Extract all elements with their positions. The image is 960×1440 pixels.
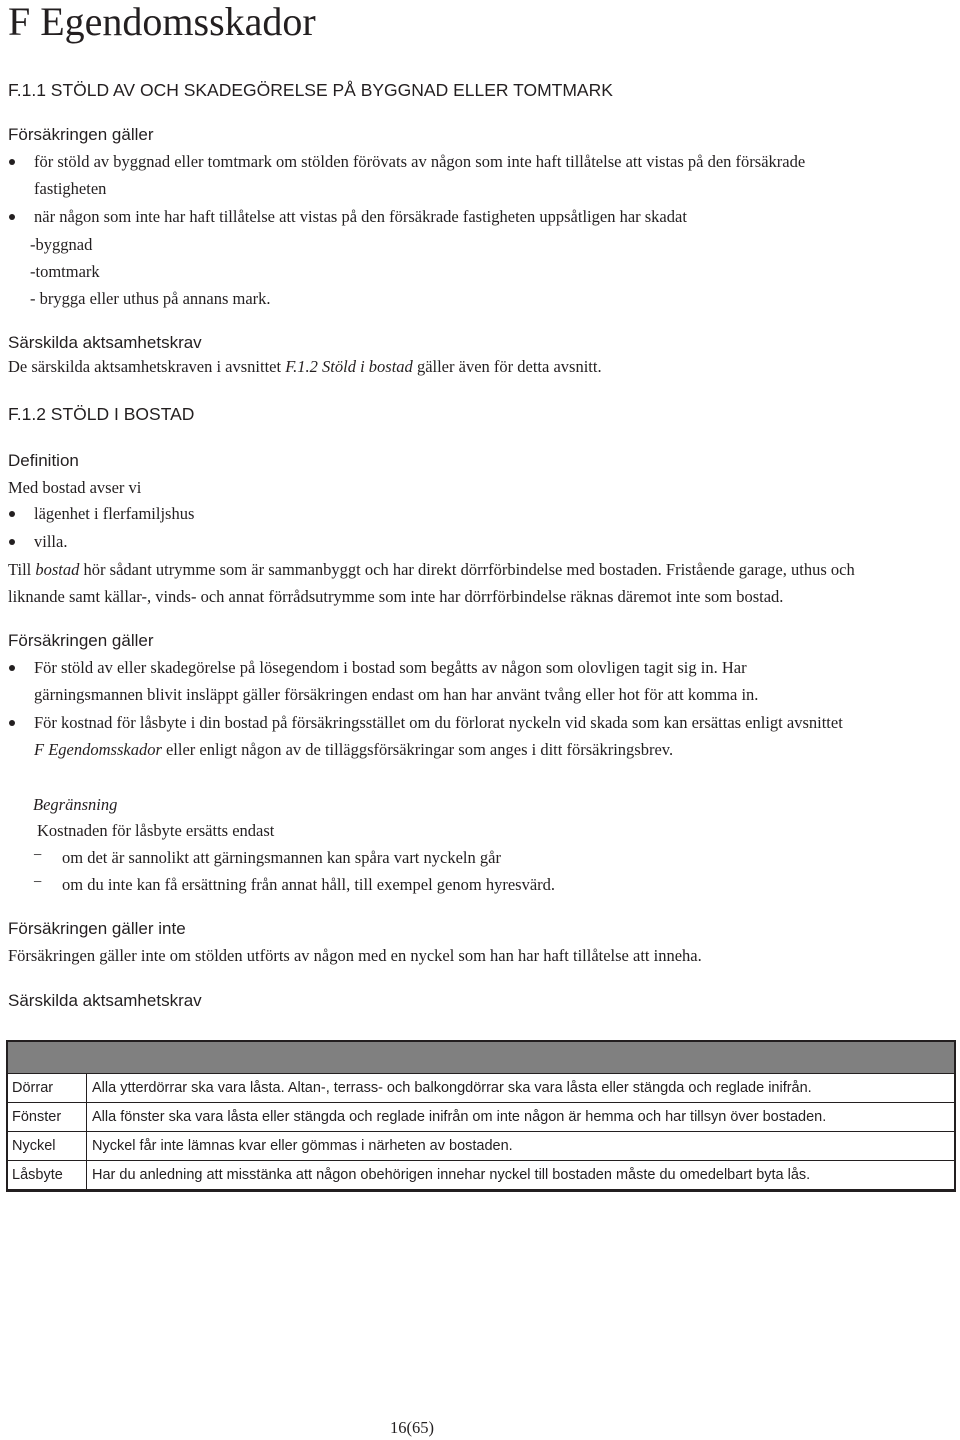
table-row [7,1074,956,1103]
section-heading-f11: F.1.1 STÖLD AV OCH SKADEGÖRELSE PÅ BYGGNAD ELLER TOMTMARK [8,80,613,100]
table-key-cell: Dörrar [7,1074,87,1103]
definition-intro: Med bostad avser vi [8,478,142,497]
bullet-icon [9,214,15,220]
covers-heading: Försäkringen gäller [8,631,154,650]
definition-item: villa. [34,532,68,551]
section-reference: F.1.2 Stöld i bostad [285,357,413,376]
care-heading: Särskilda aktsamhetskrav [8,333,202,352]
section-reference: F Egendomsskador [34,740,162,759]
table-row [7,1103,956,1132]
table-row [7,1161,956,1190]
dash-icon: − [33,847,43,864]
covers-item-text-cont: gärningsmannen blivit insläppt gäller försäkringen endast om han har använt tvång eller hot för att komma in. [34,685,759,704]
definition-heading: Definition [8,451,79,470]
covers-item-text-cont: F Egendomsskador eller enligt någon av de tilläggsförsäkringar som anges i ditt försäkringsbrev. [34,740,674,759]
page-title: F Egendomsskador [8,0,316,44]
table-value-cell: Har du anledning att misstänka att någon obehörigen innehar nyckel till bostaden måste du omedelbart byta lås. [87,1161,956,1190]
table-key-cell: Fönster [7,1103,87,1132]
covers-item-text: För stöld av eller skadegörelse på lösegendom i bostad som begåtts av någon som olovligen tagit sig in. Har [34,658,747,677]
bullet-icon [9,665,15,671]
not-covered-heading: Försäkringen gäller inte [8,919,186,938]
not-covered-text: Försäkringen gäller inte om stölden utförts av någon med en nyckel som han har haft tillåtelse att inneha. [8,946,702,965]
care-requirements-table [6,1040,956,1190]
table-value-cell: Alla fönster ska vara låsta eller stängda och reglade inifrån om inte någon är hemma och har tillsyn över bostaden. [87,1103,956,1132]
definition-item: lägenhet i flerfamiljshus [34,504,195,523]
care-heading: Särskilda aktsamhetskrav [8,991,202,1010]
covers-heading: Försäkringen gäller [8,125,154,144]
bullet-icon [9,511,15,517]
covers-item-text: när någon som inte har haft tillåtelse att vistas på den försäkrade fastigheten uppsåtligen har skadat [34,207,687,226]
dash-icon: − [33,874,43,891]
covers-item-text: För kostnad för låsbyte i din bostad på försäkringsstället om du förlorat nyckeln vid skada som kan ersättas enligt avsnittet [34,713,843,732]
dash-item: -byggnad [30,235,93,254]
table-header-row [7,1041,956,1074]
table-row [7,1132,956,1161]
table-value-cell: Nyckel får inte lämnas kvar eller gömmas i närheten av bostaden. [87,1132,956,1161]
covers-item-text-cont: fastigheten [34,179,107,198]
care-text: De särskilda aktsamhetskraven i avsnittet F.1.2 Stöld i bostad gäller även för detta avsnitt. [8,357,602,376]
bostad-definition-text: Till bostad hör sådant utrymme som är sammanbyggt och har direkt dörrförbindelse med bostaden. Fristående garage, uthus och [8,560,855,579]
table-key-cell: Nyckel [7,1132,87,1161]
table-value-cell: Alla ytterdörrar ska vara låsta. Altan-, terrass- och balkongdörrar ska vara låsta eller stängda och reglade inifrån. [87,1074,956,1103]
page-number: 16(65) [390,1418,434,1437]
bullet-icon [9,539,15,545]
bostad-definition-text-cont: liknande samt källar-, vinds- och annat förrådsutrymme som inte har dörrförbindelse räknas däremot inte som bostad. [8,587,784,606]
table-key-cell: Låsbyte [7,1161,87,1190]
section-heading-f12: F.1.2 STÖLD I BOSTAD [8,404,195,424]
table-header-cell [7,1041,956,1074]
bullet-icon [9,159,15,165]
limitation-heading: Begränsning [33,795,118,814]
dash-item: -tomtmark [30,262,100,281]
bullet-icon [9,720,15,726]
limitation-intro: Kostnaden för låsbyte ersätts endast [37,821,275,840]
dash-item: - brygga eller uthus på annans mark. [30,289,271,308]
limitation-item: om det är sannolikt att gärningsmannen kan spåra vart nyckeln går [62,848,501,867]
limitation-item: om du inte kan få ersättning från annat håll, till exempel genom hyresvärd. [62,875,556,894]
covers-item-text: för stöld av byggnad eller tomtmark om stölden förövats av någon som inte haft tillåtelse att vistas på den försäkrade [34,152,806,171]
